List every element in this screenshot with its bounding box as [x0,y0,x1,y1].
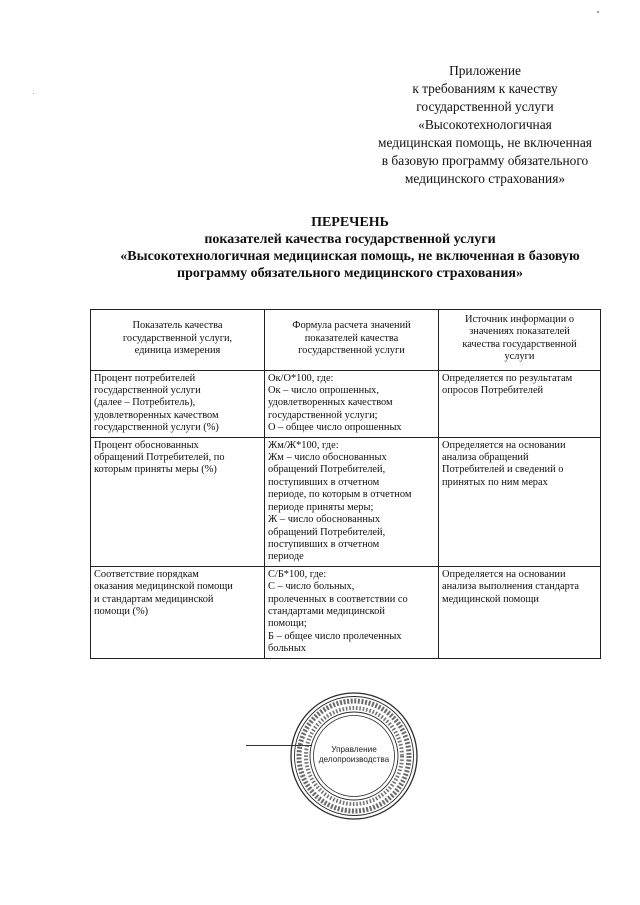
table-header-row [91,310,601,371]
header-indicator: Показатель качества государственной услуги, единица измерения [91,310,265,371]
document-title [70,214,630,282]
stamp-seal [288,690,420,822]
appendix-line: Приложение [449,63,521,78]
header-formula: Формула расчета значений показателей качества государственной услуги [265,310,439,371]
table-row [91,566,601,658]
formula-cell: Ок/О*100, где: Ок – число опрошенных, удовлетворенных качеством государственной услуги; О – общее число опрошенных [265,370,439,437]
source-cell: Определяется на основании анализа обращений Потребителей и сведений о принятых по ним мерах [439,437,601,566]
formula-cell: С/Б*100, где: С – число больных, пролеченных в соответствии со стандартами медицинской помощи; Б – общее число пролеченных больных [265,566,439,658]
indicator-cell: Процент потребителей государственной услуги (далее – Потребитель), удовлетворенных качеством государственной услуги (%) [91,370,265,437]
indicator-cell: Процент обоснованных обращений Потребителей, по которым приняты меры (%) [91,437,265,566]
title-line: показателей качества государственной услуги [204,232,496,247]
source-cell: Определяется по результатам опросов Потребителей [439,370,601,437]
appendix-line: государственной услуги [416,99,554,114]
table-row [91,437,601,566]
title-heading: ПЕРЕЧЕНЬ [311,215,389,230]
title-line: «Высокотехнологичная медицинская помощь, не включенная в базовую [120,249,580,264]
appendix-note [360,62,610,188]
indicators-table [90,309,601,659]
appendix-line: медицинская помощь, не включенная [378,135,592,150]
appendix-line: медицинского страхования» [404,171,566,186]
scan-speck [597,11,599,13]
stamp-text: делопроизводства [318,755,390,764]
scan-speck [33,93,34,94]
header-source: Источник информации о значениях показателей качества государственной услуги [439,310,601,371]
appendix-line: в базовую программу обязательного [381,153,589,168]
stamp-text: Управление [331,745,377,754]
appendix-line: «Высокотехнологичная [418,117,552,132]
appendix-line: к требованиям к качеству [412,81,558,96]
table-row [91,370,601,437]
title-line: программу обязательного медицинского страхования» [177,266,523,281]
indicator-cell: Соответствие порядкам оказания медицинской помощи и стандартам медицинской помощи (%) [91,566,265,658]
source-cell: Определяется на основании анализа выполнения стандарта медицинской помощи [439,566,601,658]
formula-cell: Жм/Ж*100, где: Жм – число обоснованных обращений Потребителей, поступивших в отчетном периоде, по которым в отчетном периоде приняты меры; Ж – число обоснованных обращений Потребителей, поступивших в отчетном периоде [265,437,439,566]
